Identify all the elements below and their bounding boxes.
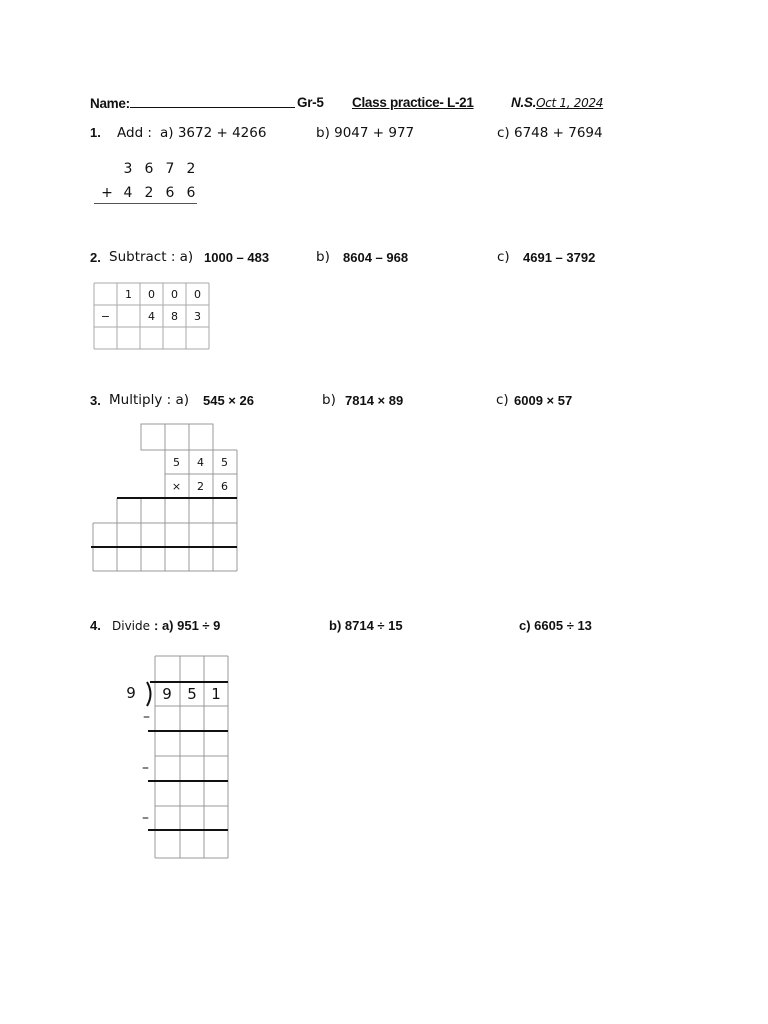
q3-grid-digit: 5	[221, 456, 228, 469]
q3-part-b-label: b)	[322, 392, 336, 408]
q3-part-c-label: c)	[496, 392, 509, 408]
q3-label: Multiply : a)	[109, 392, 189, 408]
name-label-text: Name:	[90, 96, 130, 111]
teacher-date	[511, 95, 603, 110]
q2-part-c-label: c)	[497, 249, 510, 265]
q4-dividend-digit: 5	[187, 685, 197, 703]
q3-grid-times-sign: ×	[171, 480, 182, 493]
q1-top-digit: 6	[144, 161, 154, 177]
q1-bottom-digit: 2	[144, 185, 154, 201]
q4-part-b: b) 8714 ÷ 15	[329, 618, 403, 633]
q3-number: 3.	[90, 393, 101, 408]
q1-answer-line	[94, 203, 197, 204]
q2-label: Subtract : a)	[109, 249, 194, 265]
q4-part-c: c) 6605 ÷ 13	[519, 618, 592, 633]
q3-grid-digit: 5	[173, 456, 180, 469]
grade: Gr-5	[297, 95, 324, 110]
q3-grid-digit: 6	[221, 480, 228, 493]
q2-grid-minus-sign: −	[100, 310, 111, 323]
q4-minus-sign: –	[142, 760, 149, 776]
q1-label: Add :	[117, 125, 152, 141]
q1-top-digit: 7	[165, 161, 175, 177]
q4-divisor: 9	[126, 684, 136, 702]
q4-minus-sign: –	[143, 709, 150, 725]
q3-part-b: 7814 × 89	[345, 393, 404, 408]
q2-grid-top-digit: 0	[194, 288, 201, 301]
q1-part-c: c) 6748 + 7694	[497, 125, 603, 141]
q1-part-b: b) 9047 + 977	[316, 125, 415, 141]
q2-grid-top-digit: 0	[171, 288, 178, 301]
q1-number: 1.	[90, 125, 101, 140]
q2-grid-bottom-digit: 3	[194, 310, 201, 323]
q1-part-a: a) 3672 + 4266	[160, 125, 267, 141]
q2-part-a: 1000 – 483	[204, 250, 270, 265]
q1-bottom-digit: 6	[165, 185, 175, 201]
q2-number: 2.	[90, 250, 101, 265]
q4-dividend-digit: 9	[162, 685, 172, 703]
q2-part-b: 8604 – 968	[343, 250, 409, 265]
q2-grid-bottom-digit: 4	[148, 310, 155, 323]
q2-grid-top-digit: 0	[148, 288, 155, 301]
q2-grid-top-digit: 1	[125, 288, 132, 301]
q1-top-digit: 2	[186, 161, 196, 177]
q2-part-c: 4691 – 3792	[523, 250, 596, 265]
q3-part-a: 545 × 26	[203, 393, 254, 408]
name-label	[90, 95, 295, 111]
q1-bottom-digit: 6	[186, 185, 196, 201]
q1-plus-sign: +	[101, 185, 113, 201]
q1-top-digit: 3	[123, 161, 133, 177]
q4-number: 4.	[90, 618, 101, 633]
date: Oct 1, 2024	[536, 96, 604, 110]
q4-label: Divide	[112, 619, 151, 633]
q4-part-a: : a) 951 ÷ 9	[154, 618, 221, 633]
name-blank-line[interactable]	[130, 95, 295, 108]
q3-grid-digit: 2	[197, 480, 204, 493]
q3-grid-digit: 4	[197, 456, 204, 469]
q1-line	[90, 125, 101, 141]
q3-part-c: 6009 × 57	[514, 393, 573, 408]
teacher-initials: N.S.	[511, 95, 537, 110]
q2-grid-bottom-digit: 8	[171, 310, 178, 323]
q1-bottom-digit: 4	[123, 185, 133, 201]
q3-multiplication-grid[interactable]	[90, 423, 240, 575]
q4-dividend-digit: 1	[211, 685, 221, 703]
q4-minus-sign: –	[142, 810, 149, 826]
q2-part-b-label: b)	[316, 249, 330, 265]
worksheet-title: Class practice- L-21	[352, 95, 474, 110]
